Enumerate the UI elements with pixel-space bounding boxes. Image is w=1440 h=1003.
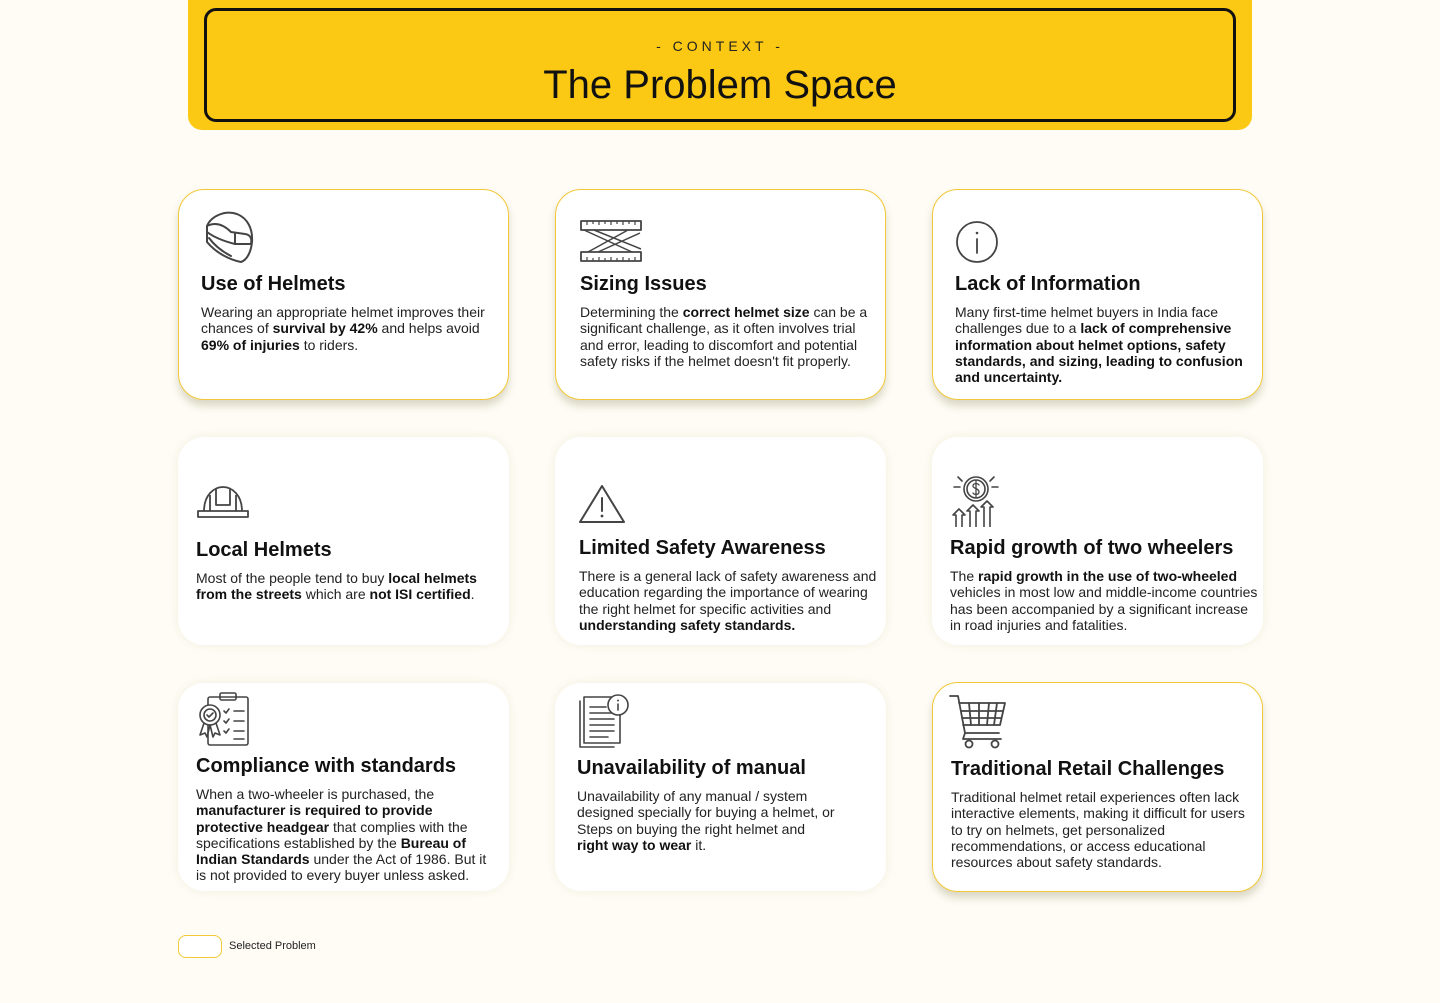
hard-hat-icon bbox=[196, 483, 250, 521]
body-text: When a two-wheeler is purchased, the bbox=[196, 786, 435, 802]
problem-card-compliance[interactable] bbox=[178, 683, 509, 891]
card-body bbox=[580, 304, 878, 369]
card-title: Lack of Information bbox=[955, 273, 1141, 295]
body-text: The bbox=[950, 568, 979, 584]
body-text: Wearing an appropriate helmet improves their chances of bbox=[201, 304, 485, 337]
body-text: to riders. bbox=[299, 336, 359, 353]
problem-card-sizing-issues[interactable] bbox=[555, 189, 886, 400]
measuring-tape-icon bbox=[580, 220, 642, 262]
page-title: The Problem Space bbox=[543, 63, 897, 107]
body-text: Unavailability of any manual / system designed specially for buying a helmet, or Steps on buying the right helmet and bbox=[577, 788, 835, 837]
card-title: Unavailability of manual bbox=[577, 757, 806, 779]
certificate-checklist-icon bbox=[196, 691, 252, 747]
card-title: Compliance with standards bbox=[196, 755, 457, 777]
body-text: under the Act of 1986. But it is not provided to every buyer unless asked. bbox=[196, 851, 487, 884]
emphasis-text: Bureau of Indian Standards bbox=[196, 834, 467, 868]
card-body bbox=[955, 304, 1245, 385]
header-banner bbox=[188, 0, 1252, 130]
body-text: vehicles in most low and middle-income countries has been accompanied by a significant increase in road injuries and fatalities. bbox=[950, 584, 1258, 633]
problem-card-lack-of-information[interactable] bbox=[932, 189, 1263, 400]
body-text: it. bbox=[691, 836, 707, 853]
card-body bbox=[579, 568, 877, 633]
problem-card-local-helmets[interactable] bbox=[178, 437, 509, 645]
problem-card-traditional-retail[interactable] bbox=[932, 682, 1263, 892]
problem-card-unavailability-of-manual[interactable] bbox=[555, 683, 886, 891]
problem-card-limited-safety-awareness[interactable] bbox=[555, 437, 886, 645]
card-title: Sizing Issues bbox=[580, 273, 707, 295]
card-title: Traditional Retail Challenges bbox=[951, 758, 1225, 780]
card-title: Local Helmets bbox=[196, 539, 332, 561]
emphasis-text: local helmets from the streets bbox=[196, 570, 477, 603]
manual-document-icon bbox=[578, 693, 630, 749]
card-body bbox=[201, 304, 491, 353]
emphasis-text: manufacturer is required to provide protective headgear bbox=[196, 802, 433, 835]
warning-icon bbox=[578, 483, 626, 525]
body-text: . bbox=[470, 586, 475, 603]
emphasis-text: 69% of injuries bbox=[201, 336, 300, 353]
emphasis-text: not ISI certified bbox=[369, 586, 471, 603]
emphasis-text: lack of comprehensive information about helmet options, safety standards, and sizing, leading to confusion and uncertainty. bbox=[955, 320, 1243, 386]
body-text: which are bbox=[301, 586, 370, 603]
emphasis-text: correct helmet size bbox=[682, 304, 810, 320]
body-text: There is a general lack of safety awareness and education regarding the importance of wearing the right helmet for specific activities and bbox=[579, 568, 877, 617]
card-title: Limited Safety Awareness bbox=[579, 537, 826, 559]
body-text: that complies with the specifications established by the bbox=[196, 818, 468, 851]
card-title: Use of Helmets bbox=[201, 273, 346, 295]
body-text: Traditional helmet retail experiences often lack interactive elements, making it difficult for users to try on helmets, get personalized recommendations, or access educational resources about safety standards. bbox=[951, 789, 1245, 871]
body-text: Most of the people tend to buy bbox=[196, 570, 389, 586]
emphasis-text: right way to wear bbox=[577, 836, 692, 853]
legend-swatch bbox=[178, 935, 222, 958]
helmet-icon bbox=[201, 208, 257, 264]
info-icon bbox=[955, 220, 999, 264]
growth-coin-icon bbox=[952, 473, 1000, 527]
shopping-cart-icon bbox=[949, 693, 1007, 749]
emphasis-text: rapid growth in the use of two-wheeled bbox=[978, 568, 1238, 584]
body-text: Many first-time helmet buyers in India face challenges due to a bbox=[955, 304, 1218, 337]
section-eyebrow: - CONTEXT - bbox=[656, 38, 784, 54]
body-text: Determining the bbox=[580, 304, 683, 320]
emphasis-text: understanding safety standards. bbox=[579, 616, 796, 633]
card-body bbox=[196, 786, 496, 884]
emphasis-text: survival by 42% bbox=[272, 320, 378, 337]
problem-card-rapid-growth[interactable] bbox=[932, 437, 1263, 645]
body-text: and helps avoid bbox=[377, 320, 480, 337]
card-body bbox=[577, 788, 837, 853]
body-text: can be a significant challenge, as it often involves trial and error, leading to discomfort and potential safety risks if the helmet doesn't fit properly. bbox=[580, 304, 868, 369]
card-body bbox=[951, 789, 1247, 870]
header-frame bbox=[204, 8, 1236, 122]
legend-label: Selected Problem bbox=[229, 940, 316, 952]
card-title: Rapid growth of two wheelers bbox=[950, 537, 1234, 559]
card-body bbox=[196, 570, 496, 603]
problem-card-use-of-helmets[interactable] bbox=[178, 189, 509, 400]
card-body bbox=[950, 568, 1262, 633]
